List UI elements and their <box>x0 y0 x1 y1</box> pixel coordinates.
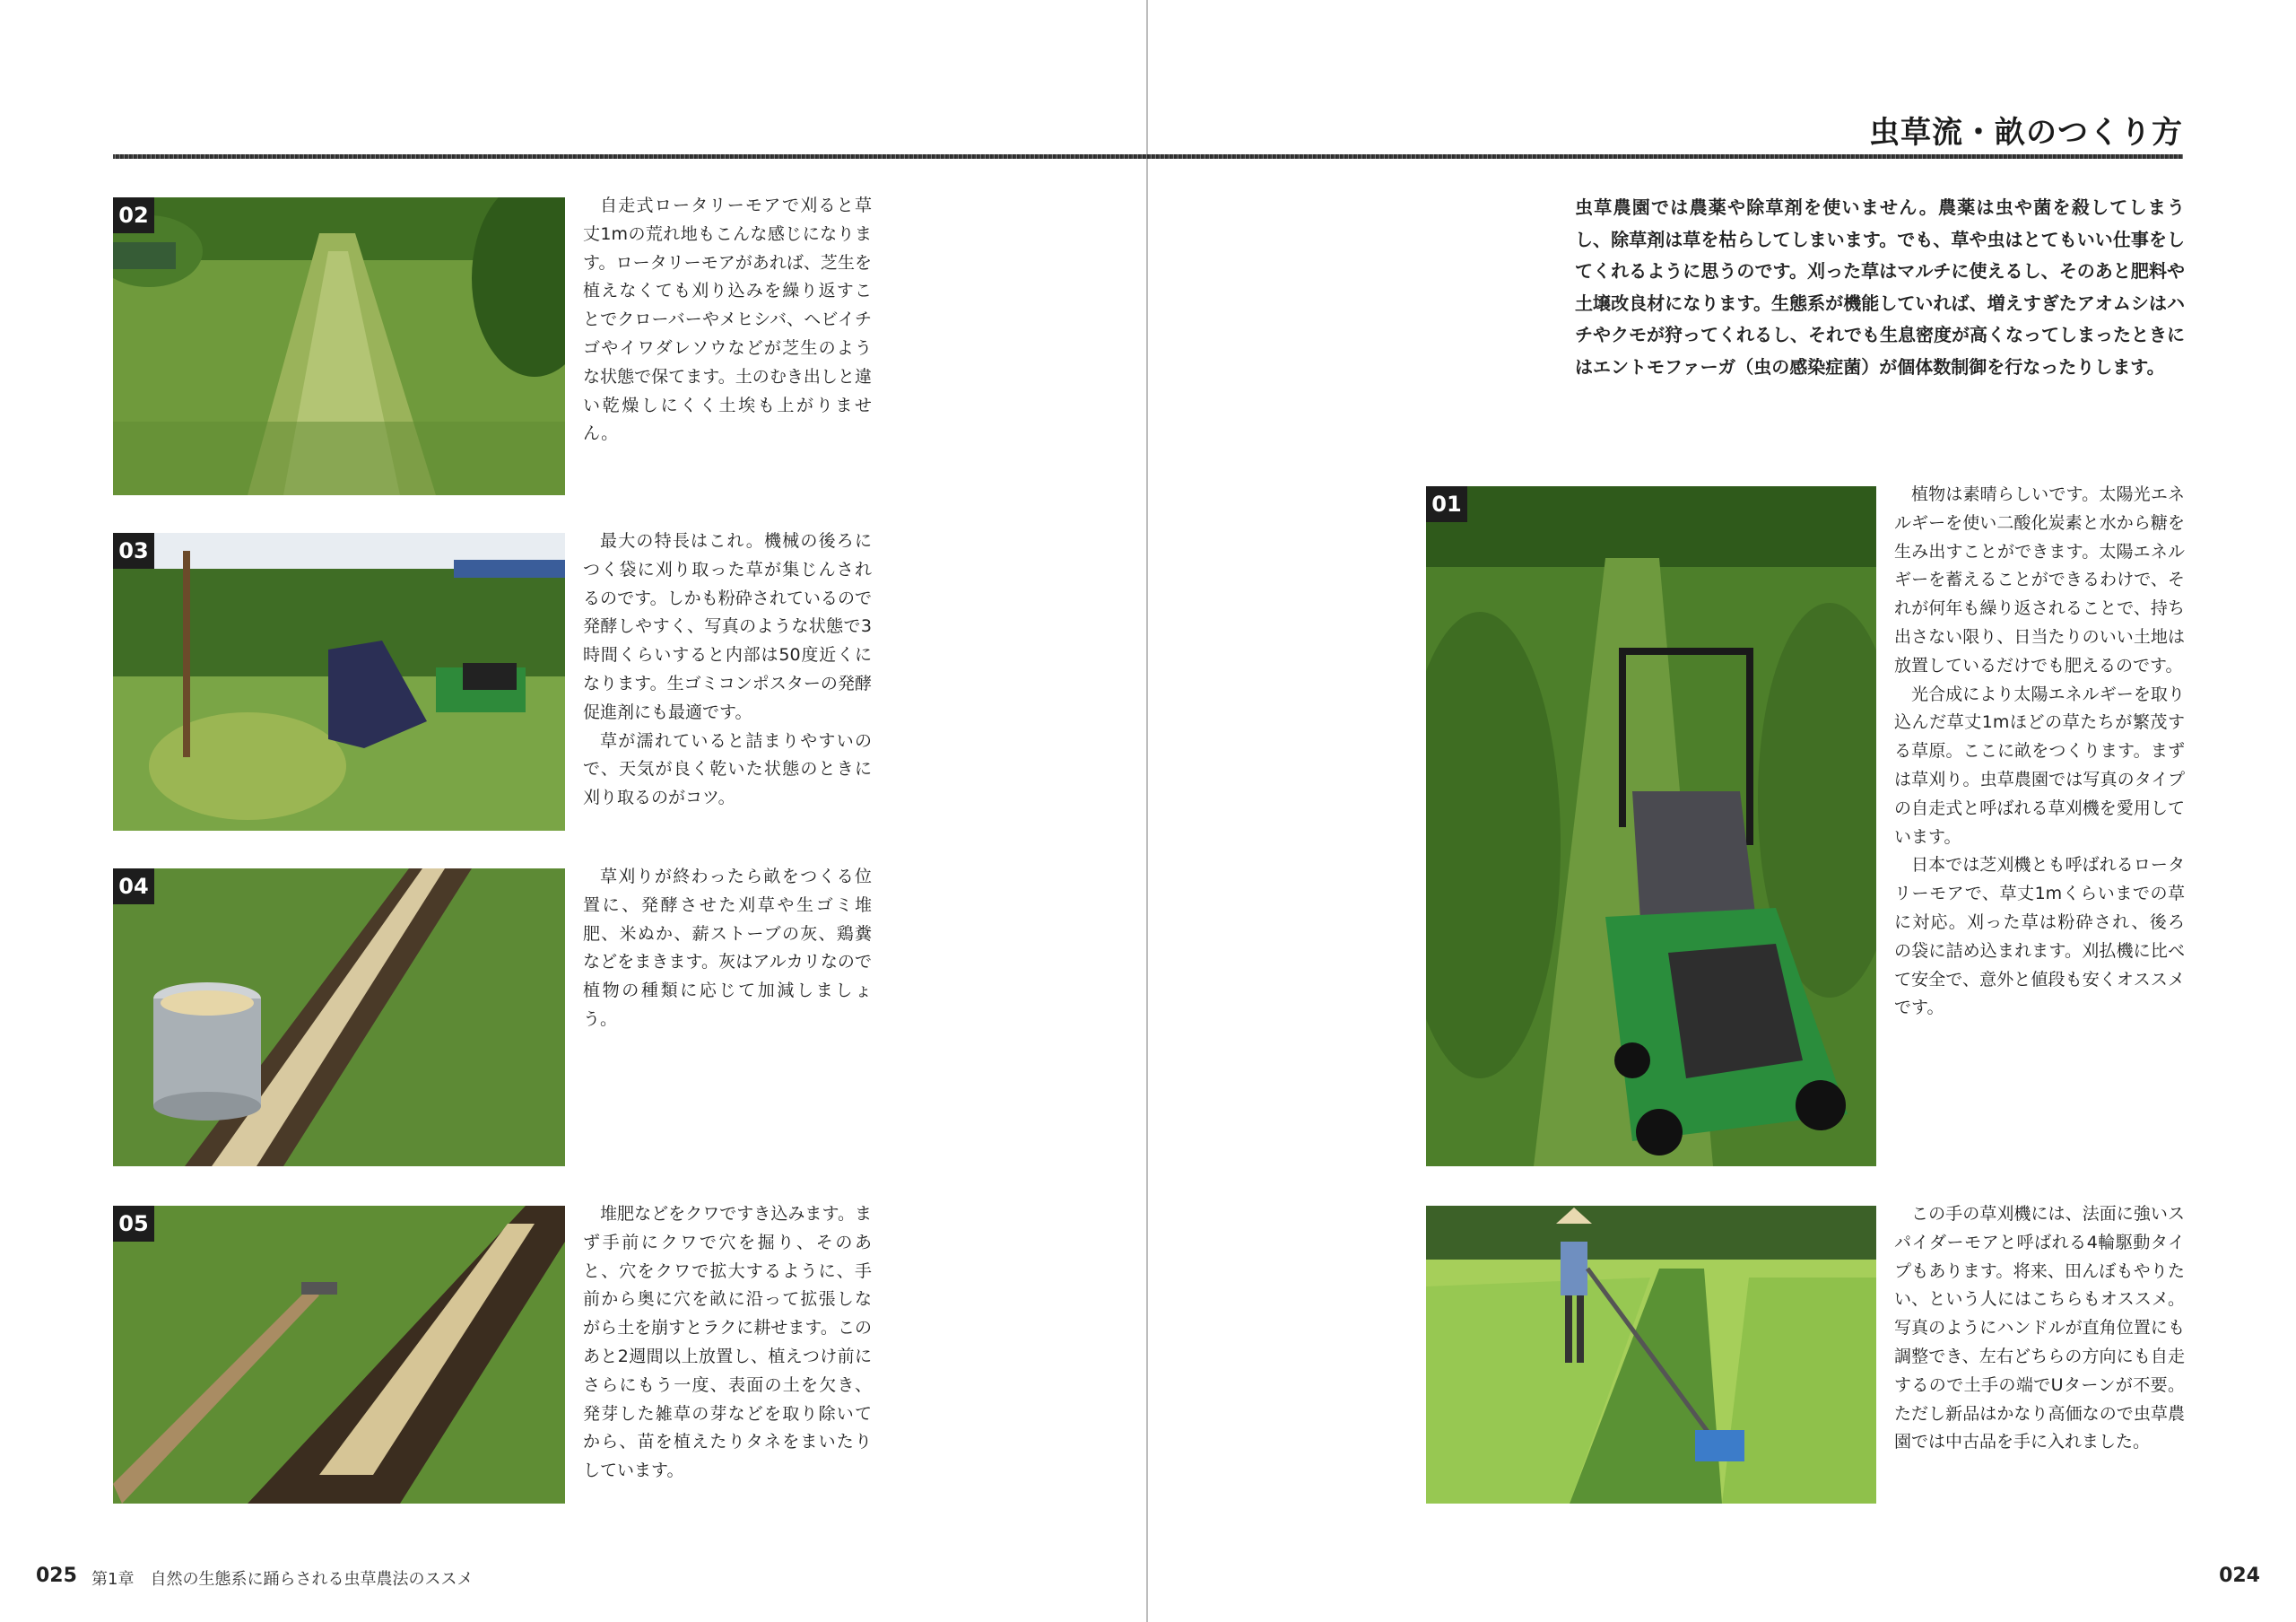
caption-05 <box>583 1200 872 1486</box>
caption-paragraph: 最大の特長はこれ。機械の後ろにつく袋に刈り取った草が集じんされるのです。しかも粉砕されているので発酵しやすく、写真のような状態で3時間くらいすると内部は50度近くになります。生ゴミコンポスターの発酵促進剤にも最適です。 <box>583 531 872 722</box>
grass-pile-image <box>113 533 565 831</box>
photo-05 <box>113 1206 565 1504</box>
caption-paragraph: 草が濡れていると詰まりやすいので、天気が良く乾いた状態のときに刈り取るのがコツ。 <box>583 730 872 808</box>
lawn-mower-image <box>1426 486 1876 1166</box>
hoe-tilling-image <box>113 1206 565 1504</box>
caption-paragraph: 堆肥などをクワですき込みます。まず手前にクワで穴を掘り、そのあと、穴をクワで拡大するように、手前から奥に穴を畝に沿って拡張しながら土を崩すとラクに耕せます。このあと2週間以上放置し、植えつけ前にさらにもう一度、表面の土を欠き、発芽した雑草の芽などを取り除いてから、苗を植えたりタネをまいたりしています。 <box>583 1204 872 1481</box>
photo-01 <box>1426 486 1876 1166</box>
photo-number-badge: 03 <box>113 533 154 569</box>
caption-02 <box>583 192 872 449</box>
page-number-right: 024 <box>2219 1565 2260 1587</box>
caption-paragraph: 光合成により太陽エネルギーを取り込んだ草丈1mほどの草たちが繁茂する草原。ここに畝をつくります。まずは草刈り。虫草農園では写真のタイプの自走式と呼ばれる草刈機を愛用しています。 <box>1894 684 2185 847</box>
chapter-title: 第1章 自然の生態系に踊らされる虫草農法のススメ <box>91 1570 474 1589</box>
page-gutter <box>1146 0 1148 1622</box>
caption-spider-mower <box>1894 1200 2185 1457</box>
spider-mower-image <box>1426 1206 1876 1504</box>
photo-03 <box>113 533 565 831</box>
photo-number-badge: 02 <box>113 197 154 233</box>
caption-04 <box>583 863 872 1034</box>
ash-line-image <box>113 868 565 1166</box>
photo-number-badge: 01 <box>1426 486 1467 522</box>
photo-spider-mower <box>1426 1206 1876 1504</box>
mowed-field-image <box>113 197 565 495</box>
header-rule <box>113 154 2183 159</box>
photo-number-badge: 05 <box>113 1206 154 1242</box>
photo-04 <box>113 868 565 1166</box>
page-number-left: 025 <box>36 1565 77 1587</box>
caption-paragraph: 植物は素晴らしいです。太陽光エネルギーを使い二酸化炭素と水から糖を生み出すことができます。太陽エネルギーを蓄えることができるわけで、それが何年も繰り返されることで、持ち出さない限り、日当たりのいい土地は放置しているだけでも肥えるのです。 <box>1894 484 2185 676</box>
caption-paragraph: この手の草刈機には、法面に強いスパイダーモアと呼ばれる4輪駆動タイプもあります。将来、田んぼもやりたい、という人にはこちらもオススメ。写真のようにハンドルが直角位置にも調整でき、左右どちらの方向にも自走するので土手の端でUターンが不要。ただし新品はかなり高価なので虫草農園では中古品を手に入れました。 <box>1894 1204 2185 1452</box>
page-title: 虫草流・畝のつくり方 <box>1869 115 2183 151</box>
caption-paragraph: 自走式ロータリーモアで刈ると草丈1mの荒れ地もこんな感じになります。ロータリーモアがあれば、芝生を植えなくても刈り込みを繰り返すことでクローバーやメヒシバ、ヘビイチゴやイワダレソウなどが芝生のような状態で保てます。土のむき出しと違い乾燥しにくく土埃も上がりません。 <box>583 196 872 444</box>
intro-paragraph: 虫草農園では農薬や除草剤を使いません。農薬は虫や菌を殺してしまうし、除草剤は草を枯らしてしまいます。でも、草や虫はとてもいい仕事をしてくれるように思うのです。刈った草はマルチに使えるし、そのあと肥料や土壌改良材になります。生態系が機能していれば、増えすぎたアオムシはハチやクモが狩ってくれるし、それでも生息密度が高くなってしまったときにはエントモファーガ（虫の感染症菌）が個体数制御を行なったりします。 <box>1575 196 2185 378</box>
photo-02 <box>113 197 565 495</box>
caption-paragraph: 日本では芝刈機とも呼ばれるロータリーモアで、草丈1mくらいまでの草に対応。刈った草は粉砕され、後ろの袋に詰め込まれます。刈払機に比べて安全で、意外と値段も安くオススメです。 <box>1894 855 2185 1018</box>
photo-number-badge: 04 <box>113 868 154 904</box>
caption-03 <box>583 528 872 813</box>
caption-paragraph: 草刈りが終わったら畝をつくる位置に、発酵させた刈草や生ゴミ堆肥、米ぬか、薪ストーブの灰、鶏糞などをまきます。灰はアルカリなので植物の種類に応じて加減しましょう。 <box>583 867 872 1029</box>
caption-01 <box>1894 481 2185 1023</box>
